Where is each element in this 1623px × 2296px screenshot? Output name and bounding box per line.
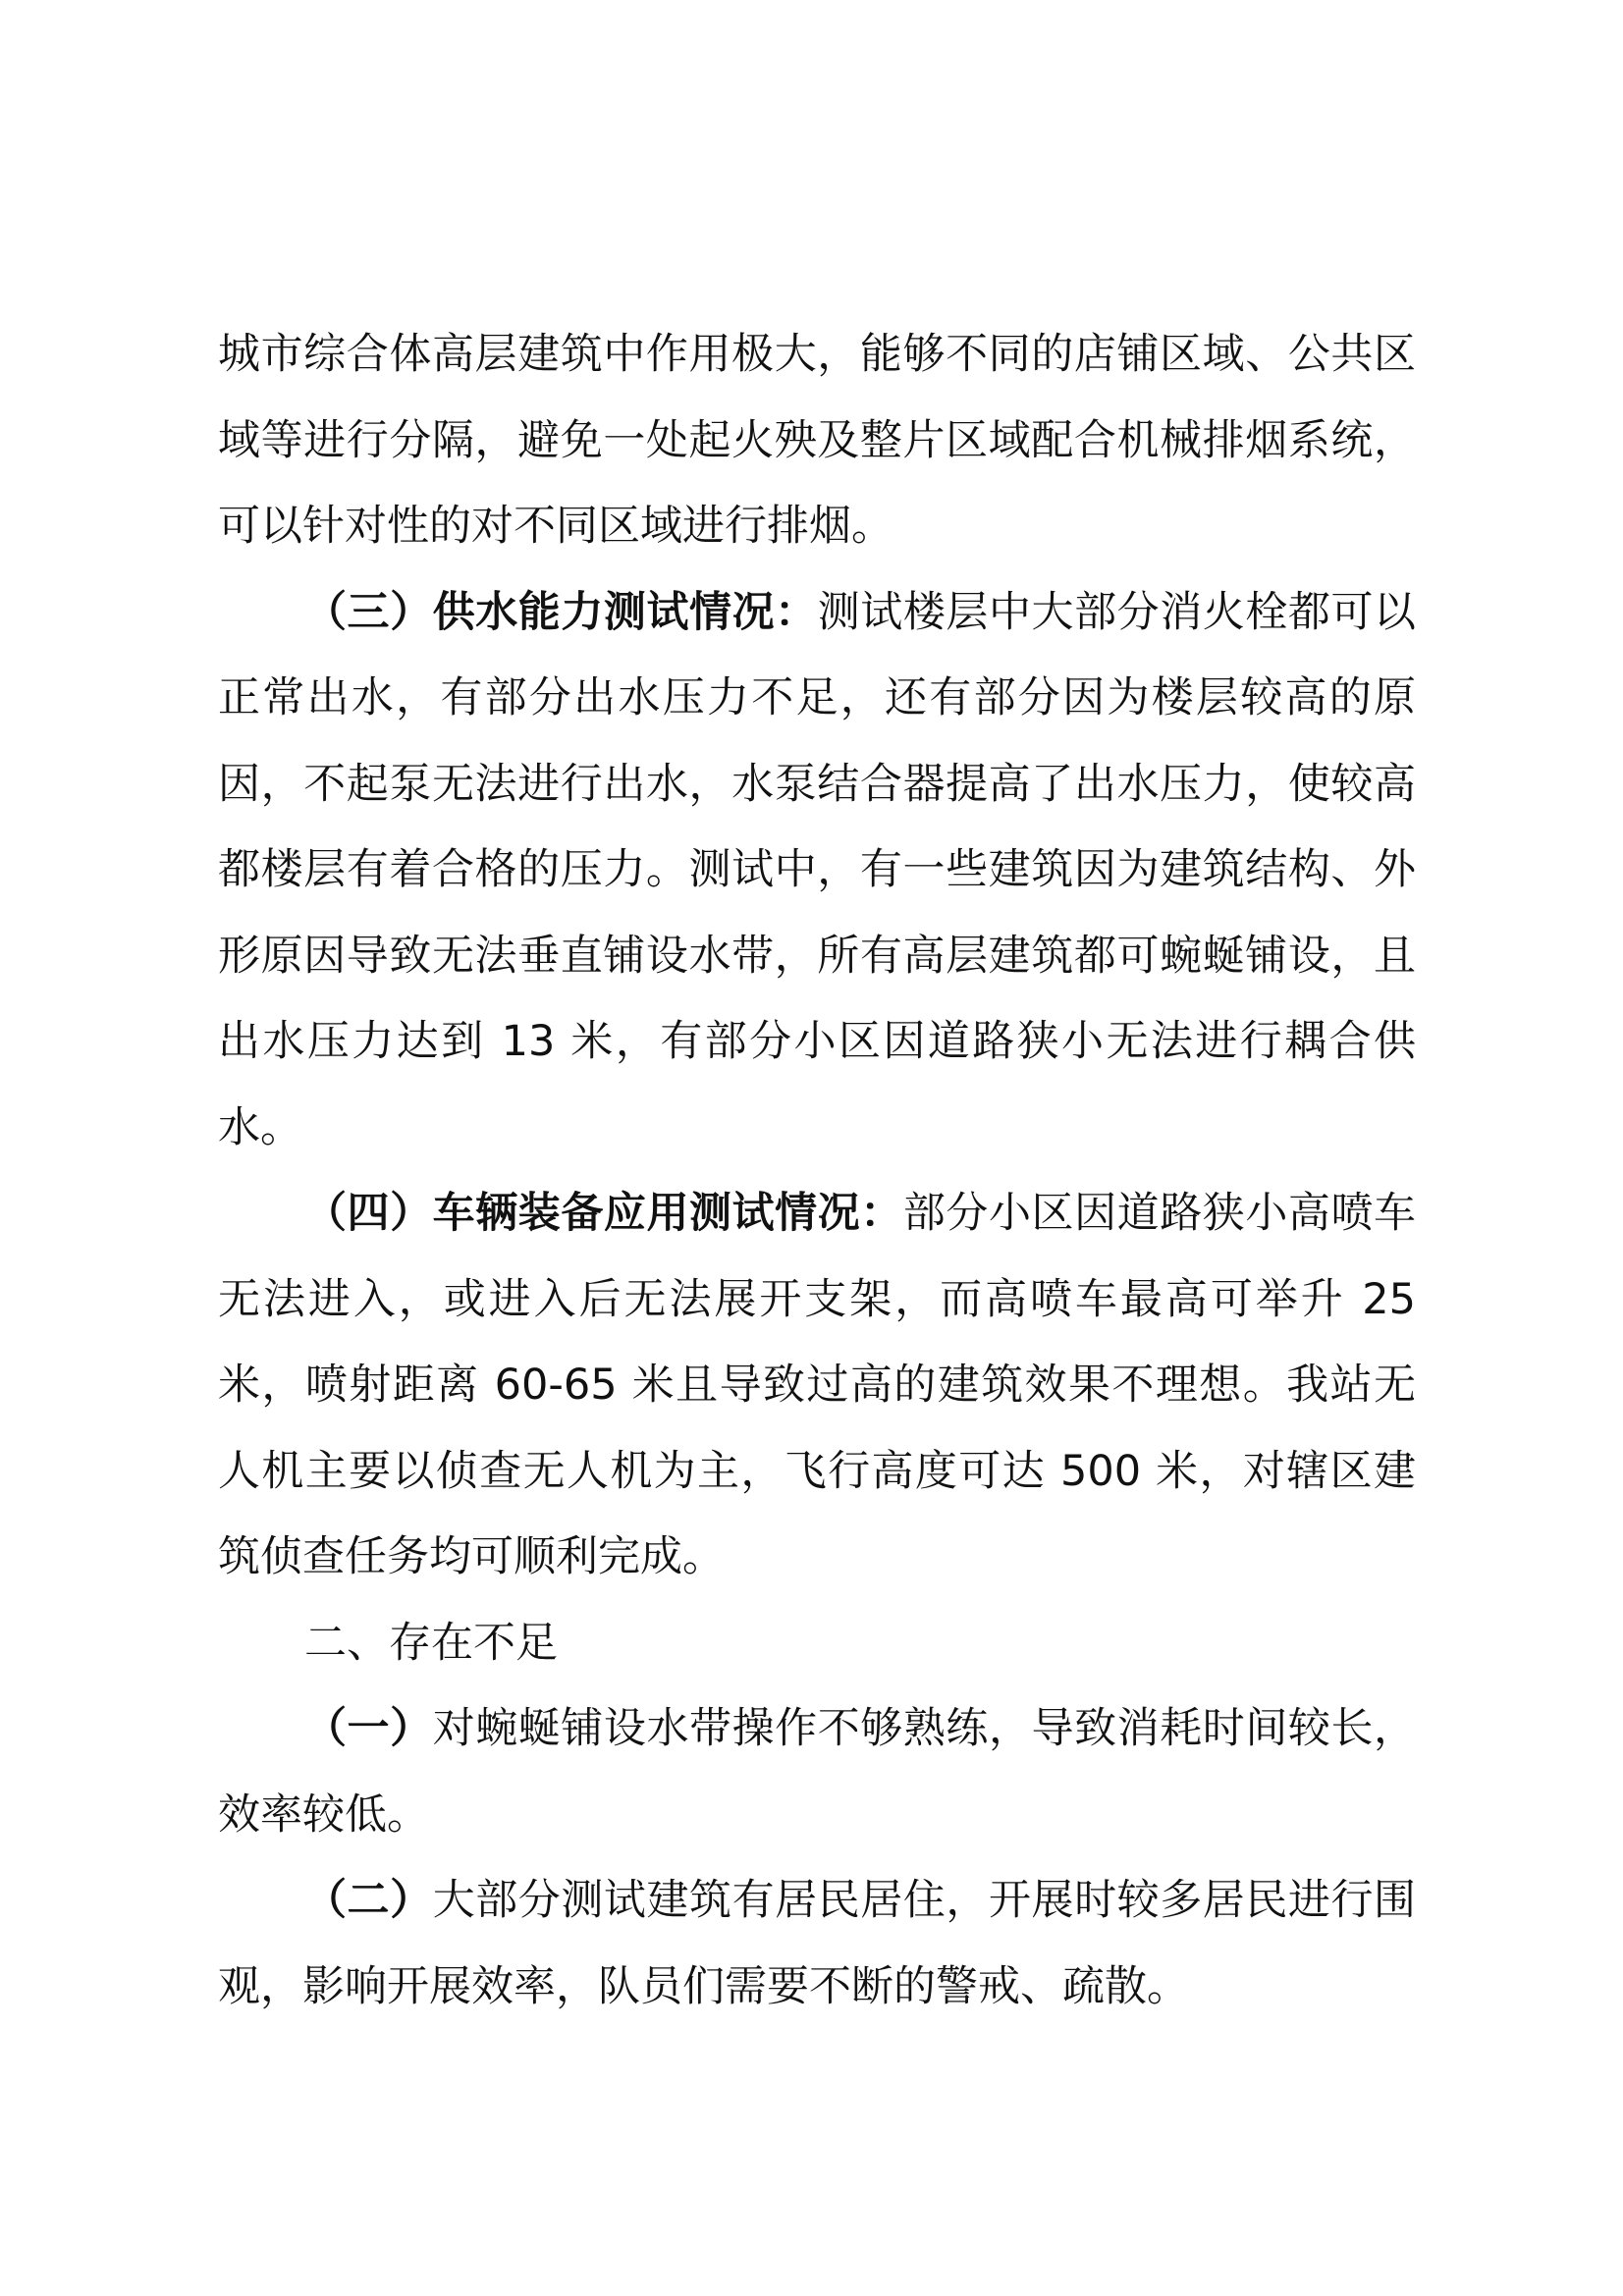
paragraph-text: 城市综合体高层建筑中作用极大，能够不同的店铺区域、公共区域等进行分隔，避免一处起火殃及整片区域配合机械排烟系统，可以针对性的对不同区域进行排烟。 <box>218 330 1416 551</box>
paragraph-text: 对蜿蜒铺设水带操作不够熟练，导致消耗时间较长，效率较低。 <box>218 1704 1417 1840</box>
section-heading-vehicle-equipment: （四）车辆装备应用测试情况： <box>304 1189 903 1238</box>
paragraph-text: 大部分测试建筑有居民居住，开展时较多居民进行围观，影响开展效率，队员们需要不断的警戒、疏散。 <box>218 1876 1417 2011</box>
paragraph-continuation <box>218 312 1416 570</box>
numbered-heading-1: （一） <box>304 1704 433 1753</box>
paragraph-text: 部分小区因道路狭小高喷车无法进入，或进入后无法展开支架，而高喷车最高可举升 25 米，喷射距离 60-65 米且导致过高的建筑效果不理想。我站无人机主要以侦查无人机为主，飞行高度可达 500 米，对辖区建筑侦查任务均可顺利完成。 <box>218 1189 1417 1581</box>
paragraph-text: 测试楼层中大部分消火栓都可以正常出水，有部分出水压力不足，还有部分因为楼层较高的原因，不起泵无法进行出水，水泵结合器提高了出水压力，使较高都楼层有着合格的压力。测试中，有一些建筑因为建筑结构、外形原因导致无法垂直铺设水带，所有高层建筑都可蜿蜒铺设，且出水压力达到 13 米，有部分小区因道路狭小无法进行耦合供水。 <box>218 587 1417 1152</box>
numbered-heading-2: （二） <box>304 1876 433 1925</box>
section-heading-water-supply: （三）供水能力测试情况： <box>304 587 818 637</box>
document-page <box>218 312 1416 2030</box>
paragraph-shortcoming-2 <box>218 1858 1416 2030</box>
section-title-shortcomings <box>218 1601 1416 1687</box>
paragraph-shortcoming-1 <box>218 1686 1416 1858</box>
section-title-text: 二、存在不足 <box>304 1618 558 1668</box>
paragraph-vehicle-equipment-test <box>218 1171 1416 1601</box>
paragraph-water-supply-test <box>218 570 1416 1172</box>
